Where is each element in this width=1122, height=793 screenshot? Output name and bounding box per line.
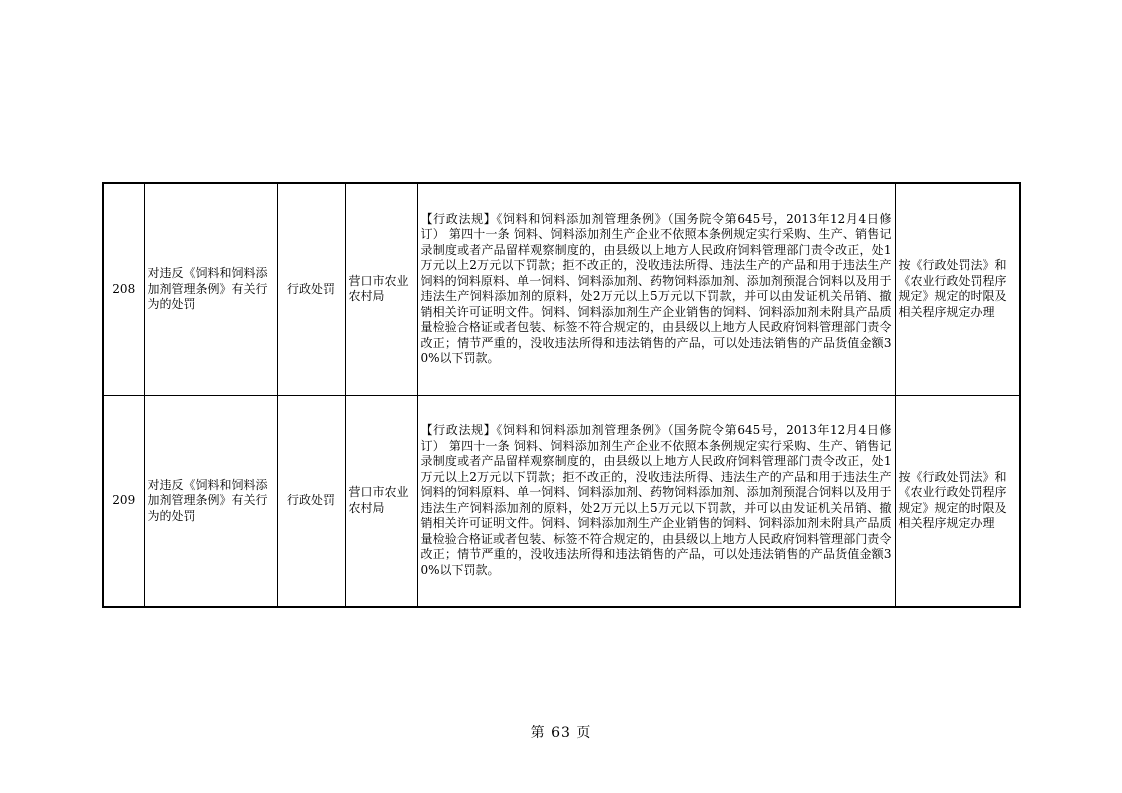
responsible-department: 营口市农业农村局 bbox=[345, 183, 417, 395]
item-number: 208 bbox=[103, 183, 144, 395]
item-name: 对违反《饲料和饲料添加剂管理条例》有关行为的处罚 bbox=[144, 183, 277, 395]
item-number: 209 bbox=[103, 395, 144, 607]
procedure-note: 按《行政处罚法》和《农业行政处罚程序规定》规定的时限及相关程序规定办理 bbox=[895, 183, 1020, 395]
item-name: 对违反《饲料和饲料添加剂管理条例》有关行为的处罚 bbox=[144, 395, 277, 607]
item-type: 行政处罚 bbox=[277, 183, 345, 395]
table-row bbox=[103, 183, 1020, 395]
table-row bbox=[103, 395, 1020, 607]
responsible-department: 营口市农业农村局 bbox=[345, 395, 417, 607]
item-type: 行政处罚 bbox=[277, 395, 345, 607]
legal-basis: 【行政法规】《饲料和饲料添加剂管理条例》（国务院令第645号，2013年12月4日修订） 第四十一条 饲料、饲料添加剂生产企业不依照本条例规定实行采购、生产、销售记录制度或者产品留样观察制度的，由县级以上地方人民政府饲料管理部门责令改正，处1万元以上2万元以下罚款；拒不改正的，没收违法所得、违法生产的产品和用于违法生产饲料的饲料原料、单一饲料、饲料添加剂、药物饲料添加剂、添加剂预混合饲料以及用于违法生产饲料添加剂的原料，处2万元以上5万元以下罚款，并可以由发证机关吊销、撤销相关许可证明文件。饲料、饲料添加剂生产企业销售的饲料、饲料添加剂未附具产品质量检验合格证或者包装、标签不符合规定的，由县级以上地方人民政府饲料管理部门责令改正；情节严重的，没收违法所得和违法销售的产品，可以处违法销售的产品货值金额30%以下罚款。 bbox=[417, 183, 895, 395]
legal-basis: 【行政法规】《饲料和饲料添加剂管理条例》（国务院令第645号，2013年12月4日修订） 第四十一条 饲料、饲料添加剂生产企业不依照本条例规定实行采购、生产、销售记录制度或者产品留样观察制度的，由县级以上地方人民政府饲料管理部门责令改正，处1万元以上2万元以下罚款；拒不改正的，没收违法所得、违法生产的产品和用于违法生产饲料的饲料原料、单一饲料、饲料添加剂、药物饲料添加剂、添加剂预混合饲料以及用于违法生产饲料添加剂的原料，处2万元以上5万元以下罚款，并可以由发证机关吊销、撤销相关许可证明文件。饲料、饲料添加剂生产企业销售的饲料、饲料添加剂未附具产品质量检验合格证或者包装、标签不符合规定的，由县级以上地方人民政府饲料管理部门责令改正；情节严重的，没收违法所得和违法销售的产品，可以处违法销售的产品货值金额30%以下罚款。 bbox=[417, 395, 895, 607]
procedure-note: 按《行政处罚法》和《农业行政处罚程序规定》规定的时限及相关程序规定办理 bbox=[895, 395, 1020, 607]
penalty-items-table bbox=[102, 182, 1021, 608]
page-number: 第 63 页 bbox=[530, 725, 592, 741]
